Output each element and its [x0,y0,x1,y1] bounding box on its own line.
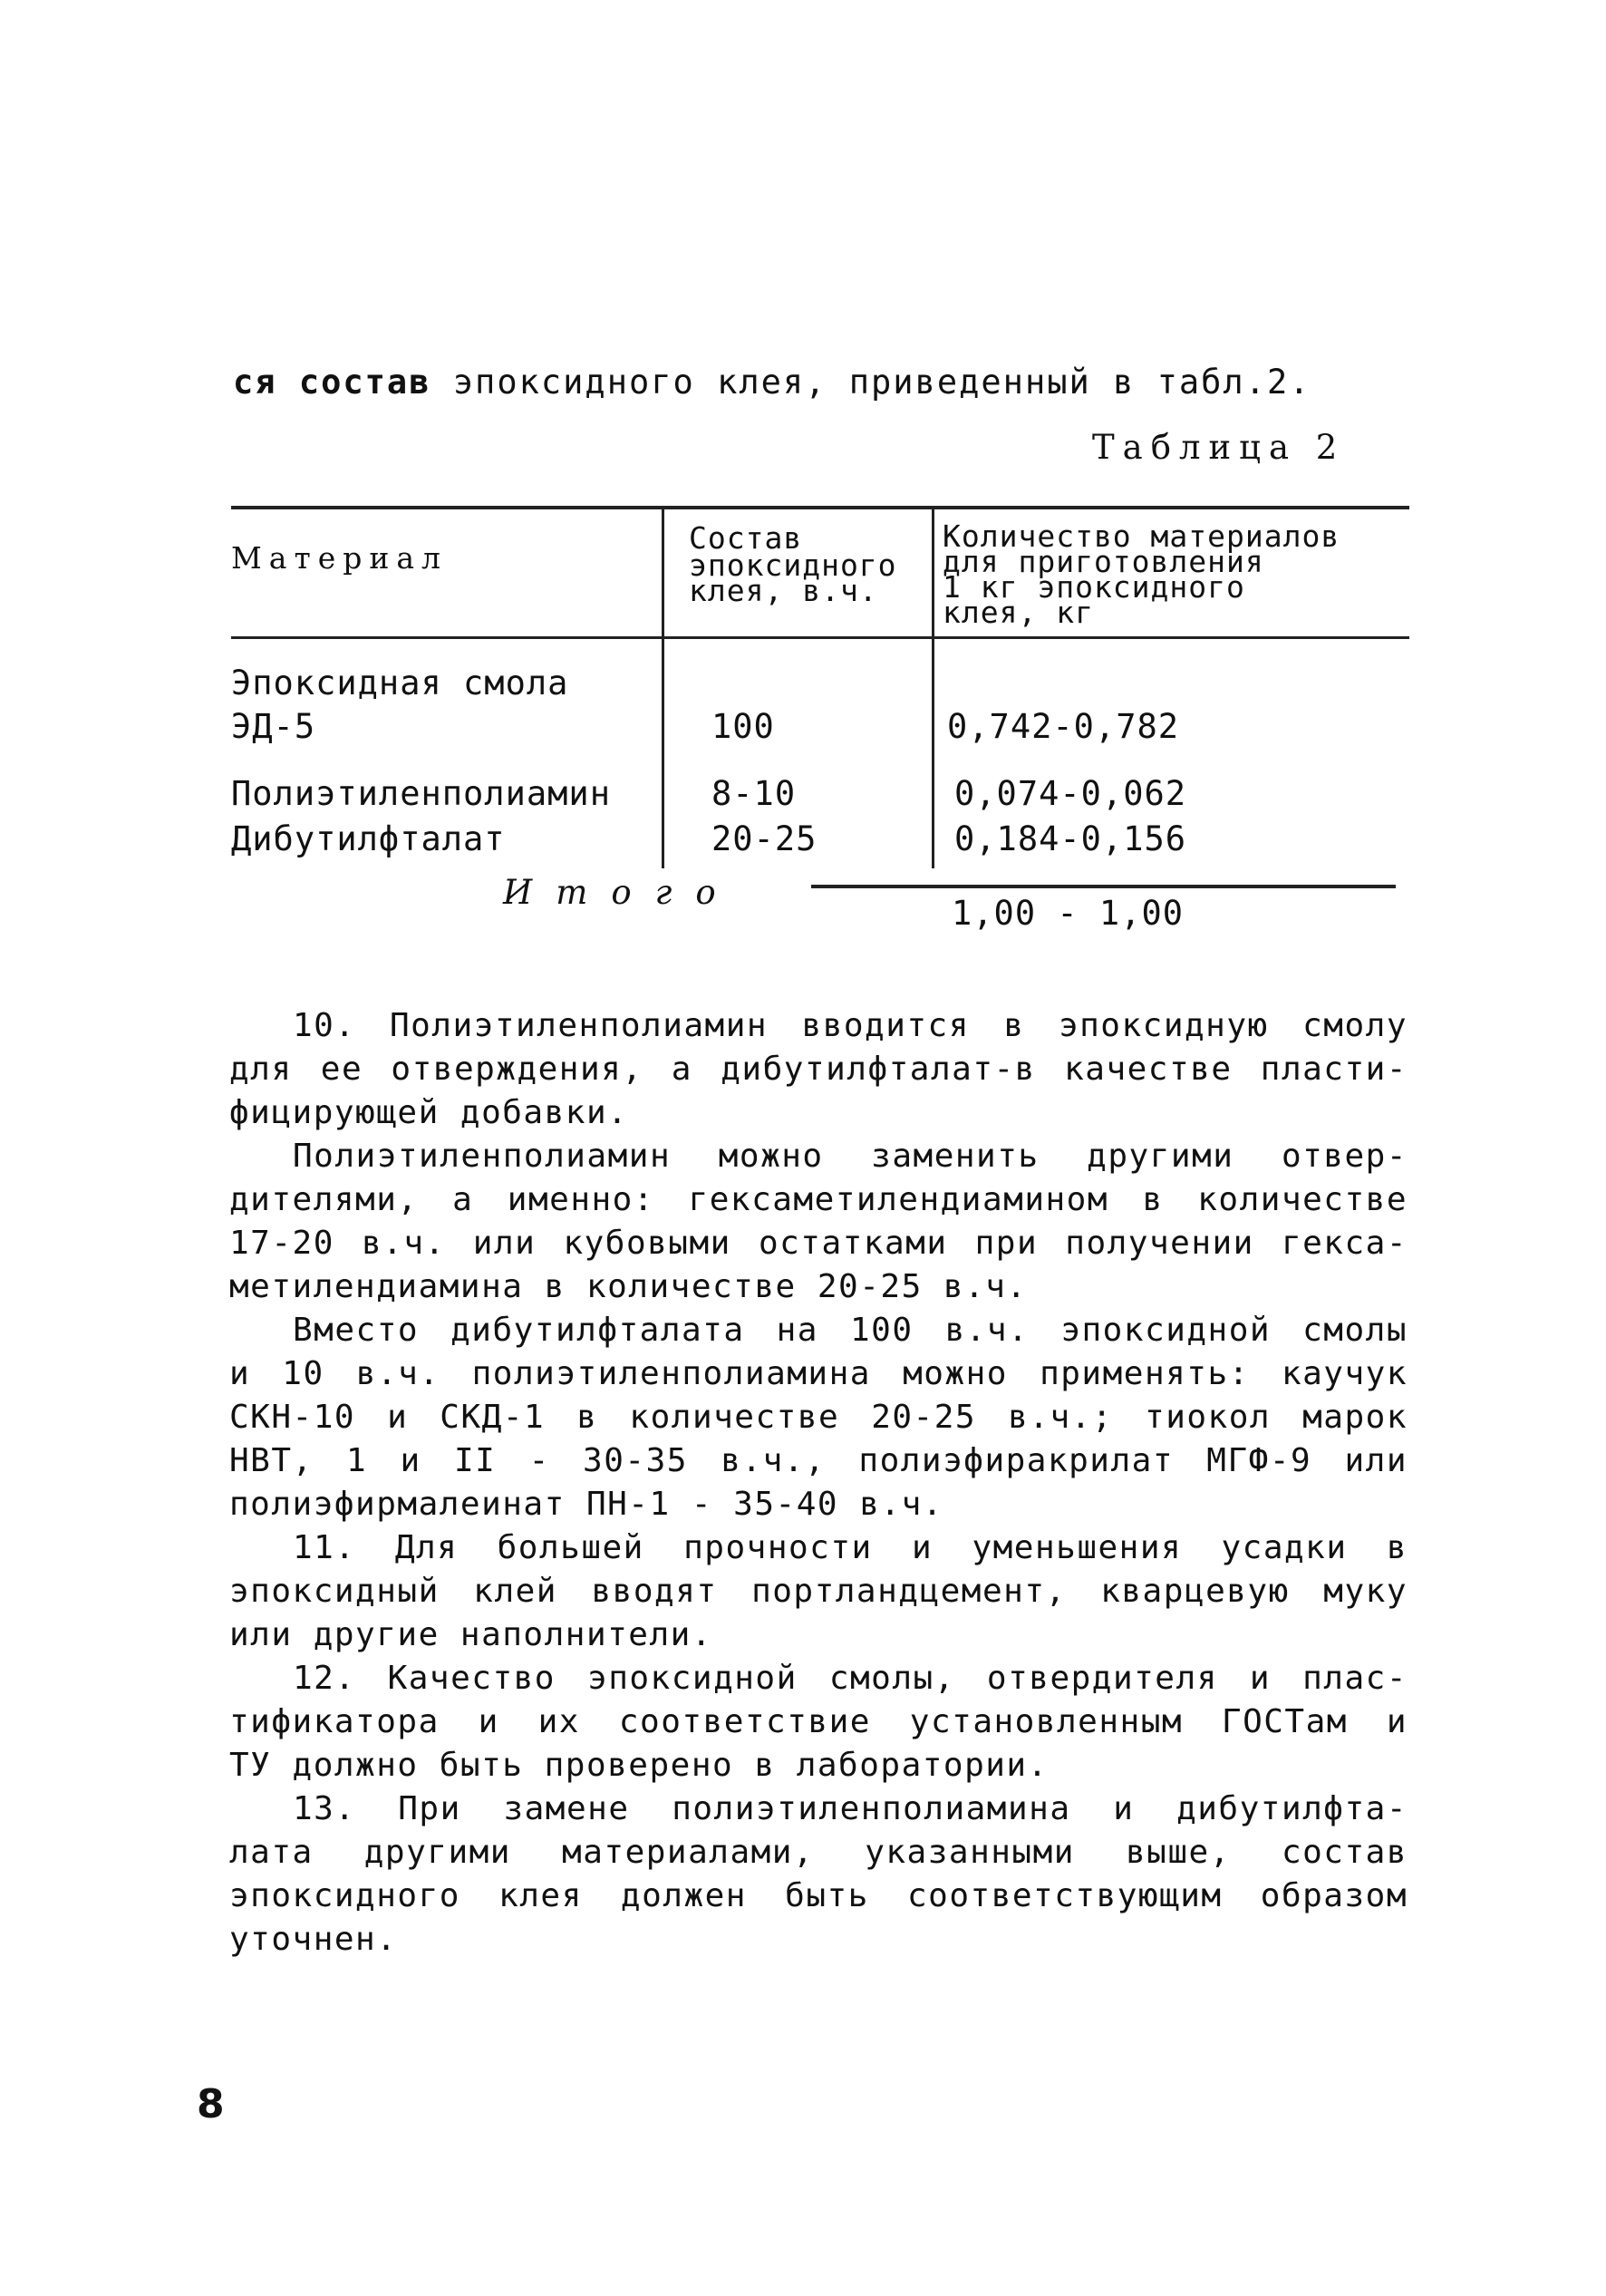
row-1-quantity: 0,742-0,782 [947,707,1180,746]
header-composition-2: эпоксидного [689,547,897,583]
intro-rest: эпоксидного клея, приведенный в табл.2. [452,363,1311,402]
paragraph-line: или другие наполнители. [229,1616,712,1653]
header-quantity-3: 1 кг эпоксидного [943,569,1245,605]
row-2-quantity: 0,074-0,062 [954,774,1187,813]
paragraph-line: 10. Полиэтиленполиамин вводится в эпоксидную смолу [293,1007,1408,1044]
paragraph-line: Полиэтиленполиамин можно заменить другими отвер- [293,1138,1408,1175]
header-composition-1: Состав [689,520,803,556]
paragraph-line: лата другими материалами, указанными выше, состав [229,1834,1408,1871]
paragraph-line: 12. Качество эпоксидной смолы, отвердителя и плас- [293,1660,1408,1697]
paragraph-line: и 10 в.ч. полиэтиленполиамина можно применять: каучук [229,1355,1408,1392]
intro-line [233,363,1375,402]
row-1-composition: 100 [711,707,775,746]
paragraph-line: полиэфирмалеинат ПН-1 - 35-40 в.ч. [229,1486,943,1523]
paragraph-line: 17-20 в.ч. или кубовыми остатками при получении гекса- [229,1225,1408,1262]
table-column-divider [662,506,664,868]
paragraph-line: 11. Для большей прочности и уменьшения усадки в [293,1529,1408,1566]
paragraph-line: тификатора и их соответствие установленным ГОСТам и [229,1703,1408,1740]
paragraph-line: фицирующей добавки. [229,1094,629,1131]
paragraph-line: НВТ, 1 и II - 30-35 в.ч., полиэфиракрилат МГФ-9 или [229,1442,1408,1479]
table-top-rule [231,506,1409,509]
page-number: 8 [197,2081,225,2127]
row-2-material: Полиэтиленполиамин [231,774,611,813]
header-quantity-2: для приготовления [943,544,1264,579]
paragraph-line: эпоксидного клея должен быть соответствующим образом [229,1877,1408,1914]
row-1-material-line-2: ЭД-5 [231,707,316,746]
table-total-rule [811,885,1396,888]
paragraph-line: 13. При замене полиэтиленполиамина и дибутилфта- [293,1790,1408,1827]
paragraph-line: уточнен. [229,1921,398,1958]
paragraph-line: Вместо дибутилфталата на 100 в.ч. эпоксидной смолы [293,1312,1408,1349]
row-3-quantity: 0,184-0,156 [954,819,1187,858]
paragraph-line: дителями, а именно: гексаметилендиамином в количестве [229,1181,1408,1218]
header-quantity-4: клея, кг [943,595,1094,630]
row-2-composition: 8-10 [711,774,797,813]
table-header-rule [231,636,1409,639]
materials-table [231,506,1409,950]
paragraph-line: метилендиамина в количестве 20-25 в.ч. [229,1268,1028,1305]
table-caption: Таблица 2 [1092,428,1346,467]
paragraph-line: СКН-10 и СКД-1 в количестве 20-25 в.ч.; тиокол марок [229,1399,1408,1436]
total-label: Итого [503,873,740,912]
paragraph-line: эпоксидный клей вводят портландцемент, кварцевую муку [229,1573,1408,1610]
header-composition-3: клея, в.ч. [689,573,878,608]
header-quantity-1: Количество материалов [943,518,1340,554]
paragraph-line: для ее отверждения, а дибутилфталат-в качестве пласти- [229,1051,1408,1088]
row-3-composition: 20-25 [711,819,818,858]
body-text [229,1004,1408,1962]
row-1-material-line-1: Эпоксидная смола [231,664,569,702]
table-column-divider [932,506,934,868]
total-value: 1,00 - 1,00 [952,894,1185,933]
header-material: Материал [231,540,449,576]
intro-lead: ся состав [233,363,431,402]
paragraph-line: ТУ должно быть проверено в лаборатории. [229,1747,1049,1784]
row-3-material: Дибутилфталат [231,819,506,858]
